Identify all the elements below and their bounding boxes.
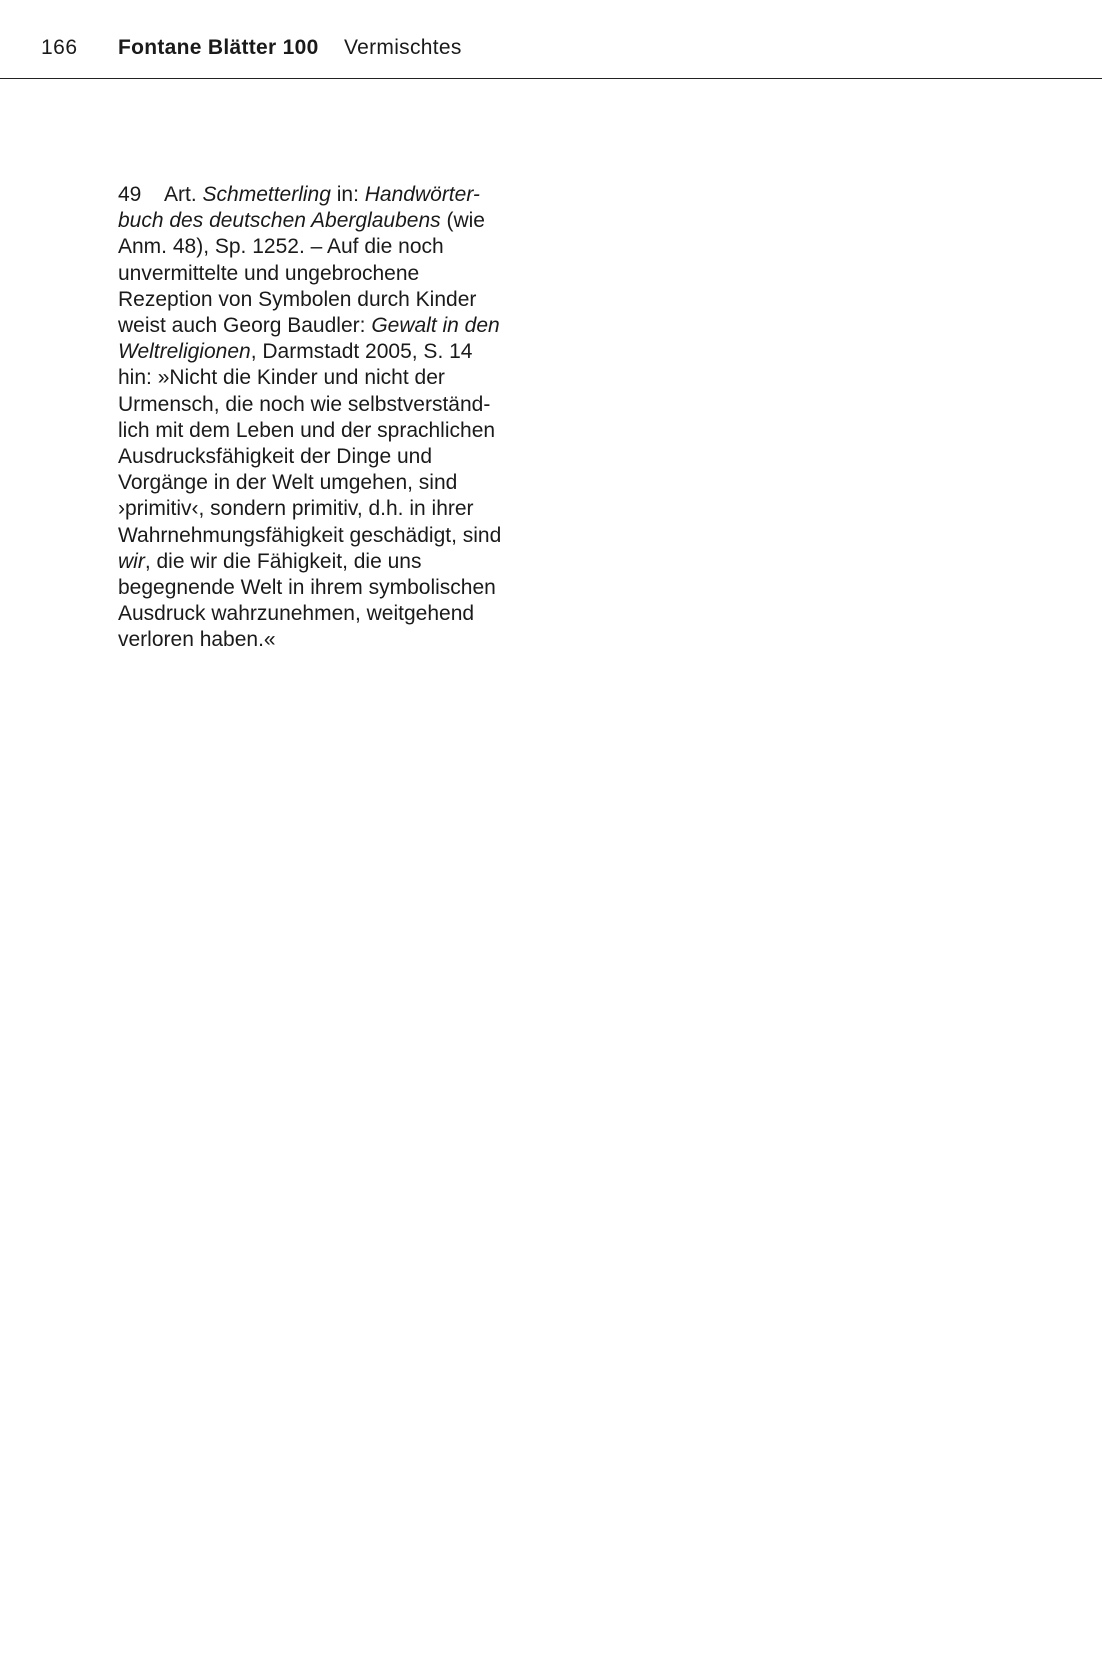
running-header — [0, 0, 1102, 79]
footnote-text: Ausdrucksfähigkeit der Dinge und — [118, 445, 433, 469]
footnote-line — [118, 470, 538, 496]
footnote-line — [118, 182, 538, 208]
footnote-text: Rezeption von Symbolen durch Kinder — [118, 287, 477, 311]
footnote-line — [118, 627, 538, 653]
footnote-text: verloren haben.« — [118, 628, 276, 652]
footnote-text: Anm. 48), Sp. 1252. – Auf die noch — [118, 235, 444, 259]
footnote-line — [118, 234, 538, 260]
footnote-line — [118, 339, 538, 365]
italic-title-text: wir — [118, 549, 145, 573]
footnote-text: Ausdruck wahrzunehmen, weitgehend — [118, 602, 475, 626]
footnote-text: in: — [330, 183, 365, 206]
footnote-line — [118, 444, 538, 470]
footnote-text: Urmensch, die noch wie selbstverständ- — [118, 392, 491, 416]
footnote-text: lich mit dem Leben und der sprachlichen — [118, 418, 496, 442]
footnote-line — [118, 496, 538, 522]
italic-title-text: buch des deutschen Aberglaubens — [118, 209, 441, 233]
footnote-49 — [118, 182, 538, 654]
footnote-text: weist auch Georg Baudler: — [118, 314, 372, 338]
footnote-line — [118, 523, 538, 549]
footnote-text: Vorgänge in der Welt umgehen, sind — [118, 471, 458, 495]
footnote-text: ›primitiv‹, sondern primitiv, d.h. in ihrer — [118, 497, 474, 521]
footnote-line — [118, 601, 538, 627]
footnote-text: unvermittelte und ungebrochene — [118, 261, 420, 285]
footnote-line — [118, 287, 538, 313]
footnote-text: Art. — [164, 183, 203, 206]
footnote-text: , die wir die Fähigkeit, die uns — [144, 549, 422, 573]
footnote-text: Wahrnehmungsfähigkeit geschädigt, sind — [118, 523, 502, 547]
footnote-line — [118, 549, 538, 575]
italic-title-text: Handwörter- — [364, 183, 480, 206]
footnote-line — [118, 575, 538, 601]
italic-title-text: Gewalt in den — [371, 314, 500, 338]
footnote-number: 49 — [118, 183, 142, 206]
journal-title: Fontane Blätter 100 — [118, 36, 319, 59]
footnote-text: hin: »Nicht die Kinder und nicht der — [118, 366, 445, 390]
italic-title-text: Schmetterling — [202, 183, 331, 206]
footnote-line — [118, 208, 538, 234]
italic-title-text: Weltreligionen — [118, 340, 251, 364]
footnote-line — [118, 418, 538, 444]
footnote-text: (wie — [440, 209, 485, 233]
page-number: 166 — [41, 36, 78, 59]
footnote-line — [118, 313, 538, 339]
footnote-line — [118, 392, 538, 418]
footnote-text: begegnende Welt in ihrem symbolischen — [118, 576, 496, 600]
footnote-line — [118, 261, 538, 287]
footnote-line — [118, 365, 538, 391]
footnote-text: , Darmstadt 2005, S. 14 — [250, 340, 473, 364]
section-title: Vermischtes — [344, 36, 462, 59]
